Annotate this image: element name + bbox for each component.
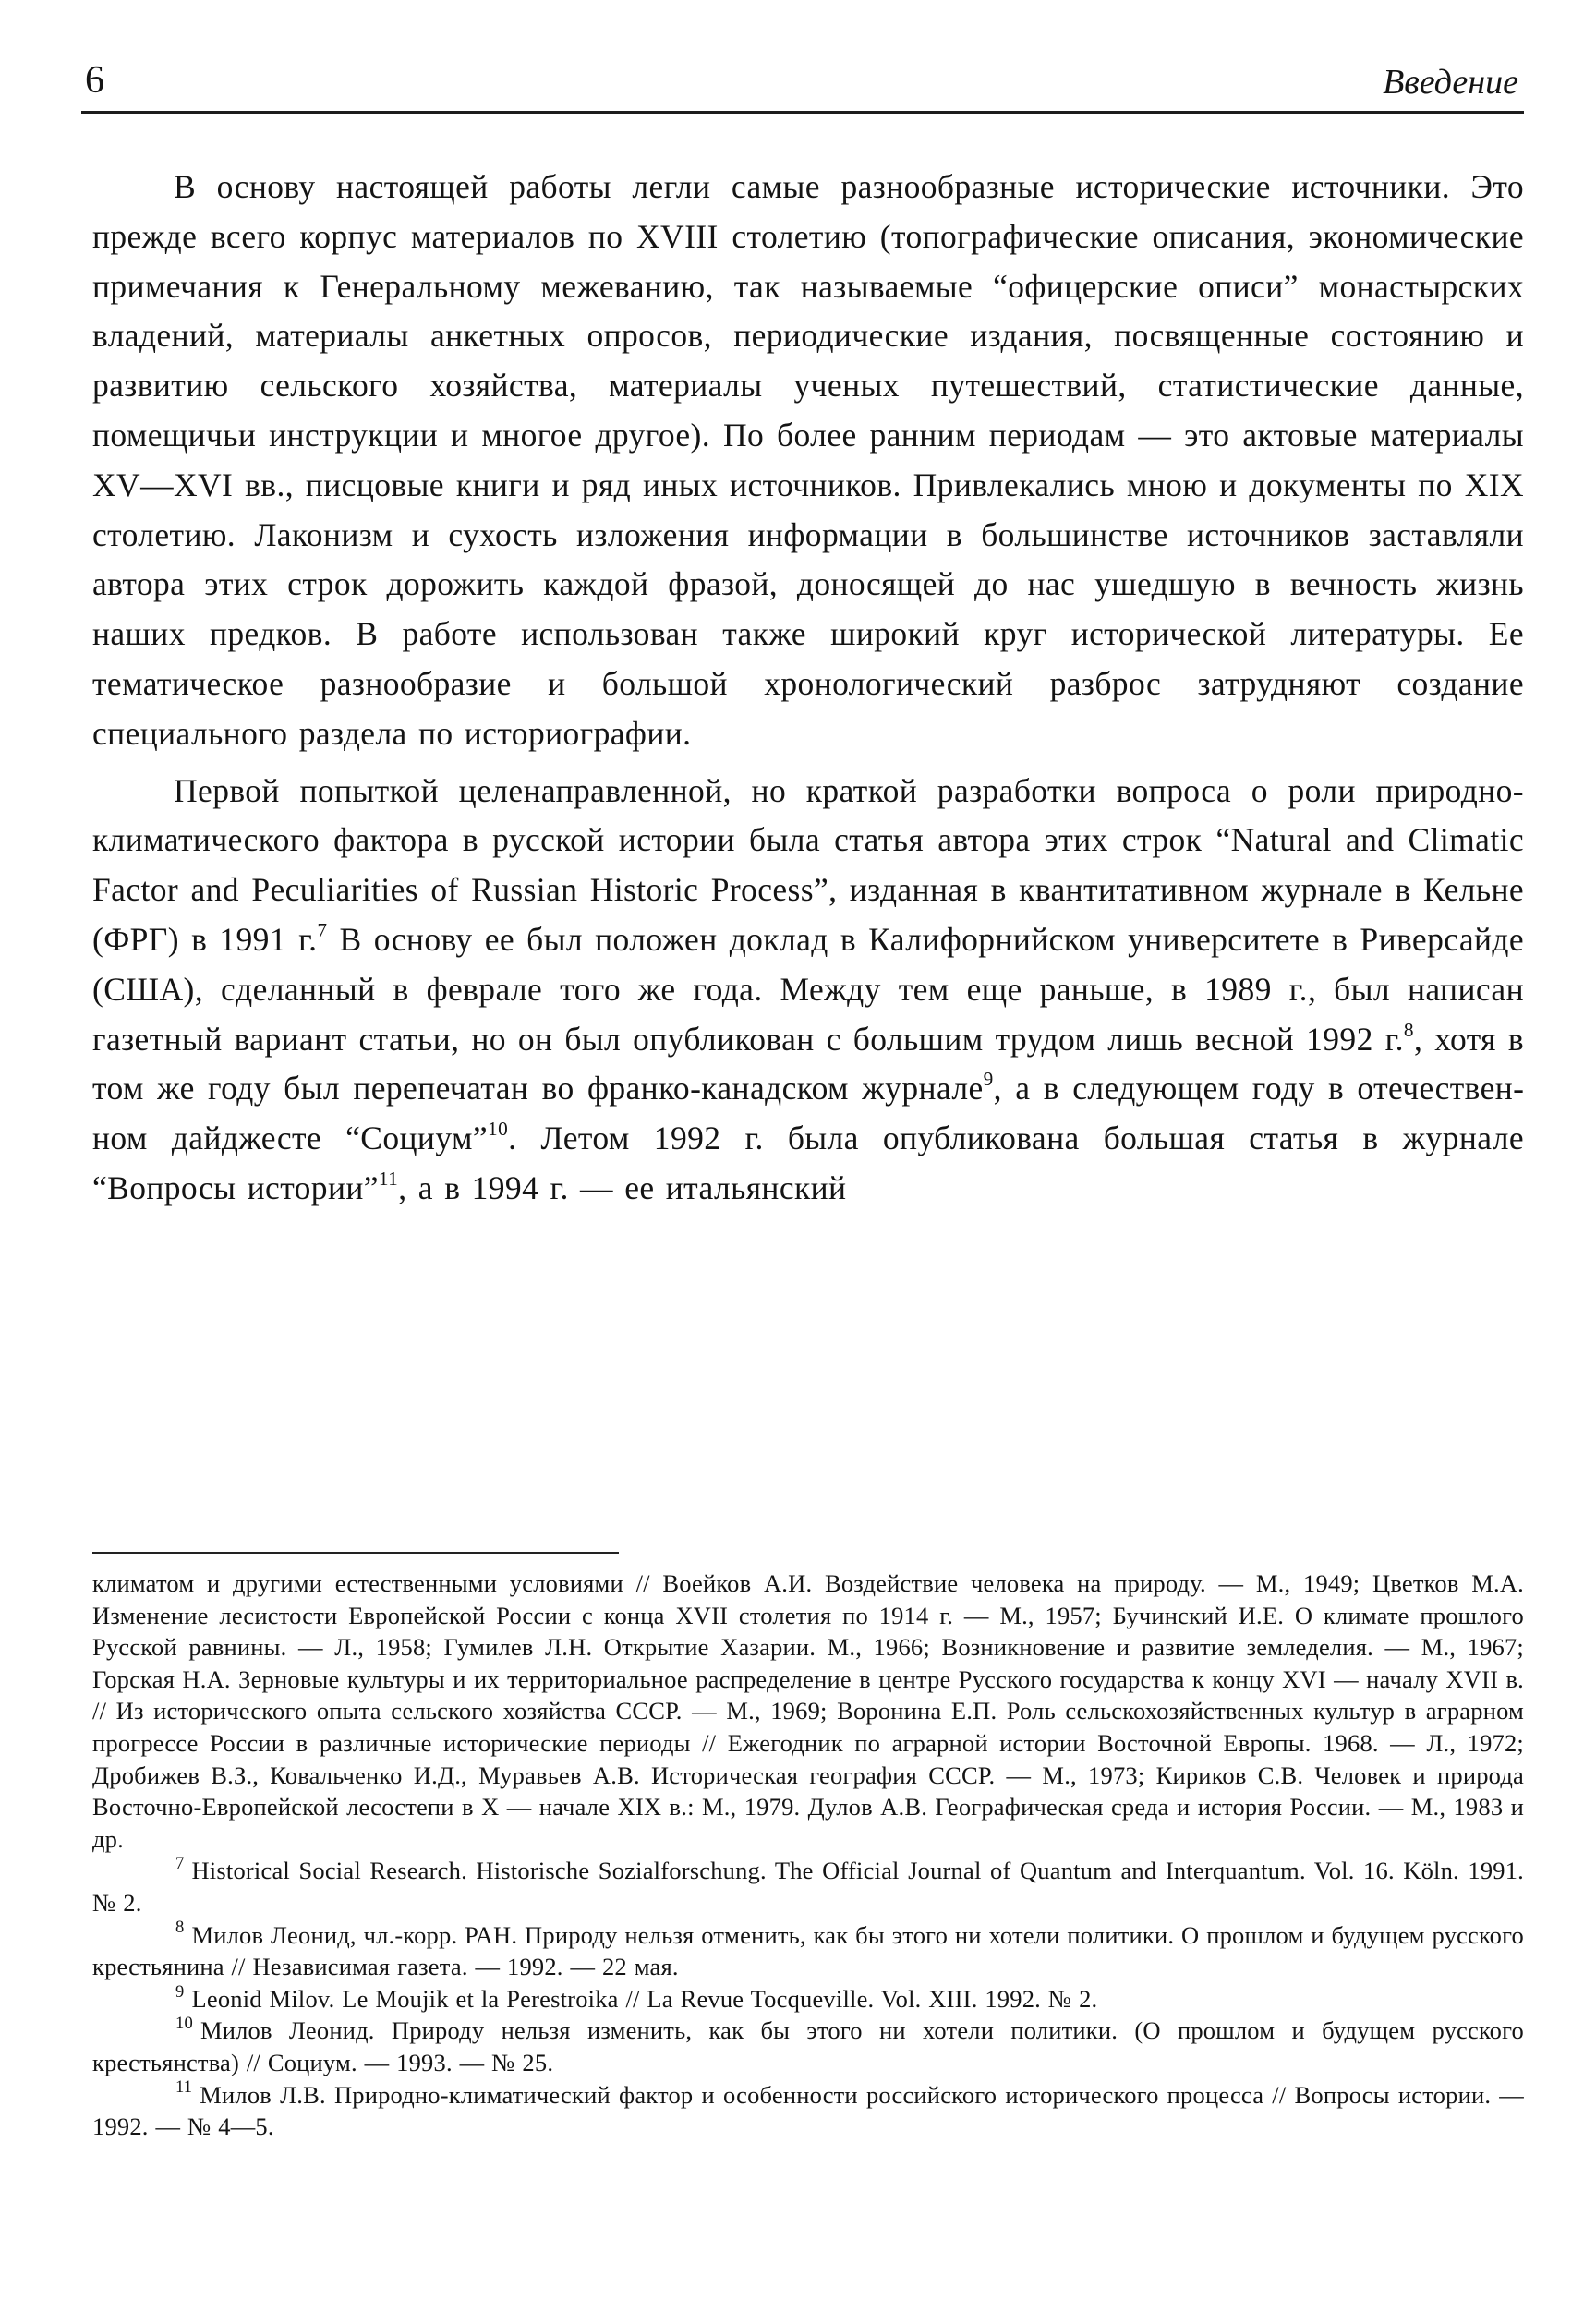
footnote-ref-9: 9 xyxy=(983,1068,994,1091)
footnote-continuation: климатом и другими естественными условиями // Воейков А.И. Воздействие человека на природу. — М., 1949; Цветков М.А. Изменение лесистости Европейской России с конца XVII столетия по 1914 г. — М., 1957; Бучинский И.Е. О климате прошлого Русской равнины. — Л., 1958; Гумилев Л.Н. Открытие Хазарии. М., 1966; Возникновение и развитие земледелия. — М., 1967; Горская Н.А. Зерновые культуры и их территориальное распределение в центре Русского государства к концу XVI — началу XVII в. // Из исторического опыта сельского хозяйства СССР. — М., 1969; Воронина Е.П. Роль сельскохозяйственных культур в аграрном прогрессе России в различные исторические периоды // Ежегодник по аграрной истории Восточной Европы. 1968. — Л., 1972; Дробижев В.З., Ковальченко И.Д., Муравьев А.В. Историческая география СССР. — М., 1973; Кириков С.В. Человек и природа Восточно-Европейской лесостепи в X — начале XIX в.: М., 1979. Дулов А.В. Географическая среда и история России. — М., 1983 и др. xyxy=(92,1569,1524,1853)
footnote-number: 11 xyxy=(175,2077,193,2098)
footnote-7 xyxy=(92,1855,1524,1919)
footnote-10 xyxy=(92,2015,1524,2078)
footnote-ref-10: 10 xyxy=(488,1118,509,1141)
footnote-ref-8: 8 xyxy=(1403,1018,1414,1041)
paragraph-sources: В основу настоящей работы легли самые разнообразные исторические источники. Это прежде всего корпус материалов по XVIII столетию (топографические описания, экономические примечания к Генеральному межеванию, так называемые “офицерские описи” монастырских владений, материалы анкетных опросов, периодические издания, посвященные состоянию и развитию сельского хозяйства, материалы ученых путешествий, статистические данные, помещичьи инструкции и многое другое). По более ранним периодам — это актовые материалы XV—XVI вв., писцовые книги и ряд иных источников. Привлекались мною и документы по XIX столетию. Лаконизм и сухость изложения информации в большинстве источников заставляли автора этих строк дорожить каждой фразой, доносящей до нас ушедшую в вечность жизнь наших предков. В работе использован также широкий круг исторической литературы. Ее тематическое разнообразие и большой хронологический разброс затрудняют создание специального раздела по историографии. xyxy=(92,168,1524,752)
footnote-number: 8 xyxy=(175,1918,185,1938)
footnote-text: Милов Леонид, чл.-корр. РАН. Природу нельзя отменить, как бы этого ни хотели политики. О прошлом и будущем русского крестьянина // Независимая газета. — 1992. — 22 мая. xyxy=(92,1920,1524,1981)
paragraph-text-segment: , а в следующем году в отечественном дайджесте “Социум” xyxy=(92,1070,1524,1157)
footnotes xyxy=(92,1567,1524,2143)
footnote-number: 7 xyxy=(175,1854,185,1874)
footnote-ref-11: 11 xyxy=(378,1168,399,1191)
footnote-ref-7: 7 xyxy=(317,919,328,942)
footnote-number: 9 xyxy=(175,1981,185,2002)
paragraph-text-segment: В основу ее был положен доклад в Калифорнийском университете в Риверсайде (США), сделанный в феврале того же года. Между тем еще раньше, в 1989 г., был написан газетный вариант статьи, но он был опубликован с большим трудом лишь весной 1992 г. xyxy=(92,920,1524,1058)
footnote-number: 10 xyxy=(175,2014,193,2034)
footnote-text: Leonid Milov. Le Moujik et la Perestroika // La Revue Tocqueville. Vol. XIII. 1992. № 2. xyxy=(191,1984,1098,2013)
footnote-8 xyxy=(92,1919,1524,1983)
running-title: Введение xyxy=(1383,63,1518,102)
paragraph-text-segment: , а в 1994 г. — ее итальянский xyxy=(398,1168,847,1206)
paragraph-text-segment: . Летом 1992 г. была опубликована большая статья в журнале “Вопросы истории” xyxy=(92,1120,1524,1206)
footnote-9 xyxy=(92,1983,1524,2015)
paragraph-text-segment: , хотя в том же году был перепечатан во франко-канадском журнале xyxy=(92,1020,1524,1108)
footnote-text: Милов Л.В. Природно-климатический фактор и особенности российского исторического процесса // Вопросы истории. — 1992. — № 4—5. xyxy=(92,2080,1524,2141)
main-text xyxy=(92,163,1524,1214)
footnote-11 xyxy=(92,2079,1524,2143)
footnote-text: Historical Social Research. Historische Sozialforschung. The Official Journal of Quantum and Interquantum. Vol. 16. Köln. 1991. № 2. xyxy=(92,1857,1524,1917)
paragraph-first-attempt xyxy=(92,767,1524,1214)
footnote-divider xyxy=(92,1552,619,1554)
page-number: 6 xyxy=(85,59,104,102)
footnote-text: Милов Леонид. Природу нельзя изменить, как бы этого ни хотели политики. (О прошлом и будущем русского крестьянства) // Социум. — 1993. — № 25. xyxy=(92,2016,1524,2076)
page-header xyxy=(81,57,1524,114)
paragraph-text-segment: Первой попыткой целенаправленной, но краткой разработки вопроса о роли природно-климатического фактора в русской истории была статья автора этих строк “Natural and Climatic Factor and Peculiarities of Russian Historic Process”, изданная в квантитативном журнале в Кельне (ФРГ) в 1991 г. xyxy=(92,771,1524,958)
